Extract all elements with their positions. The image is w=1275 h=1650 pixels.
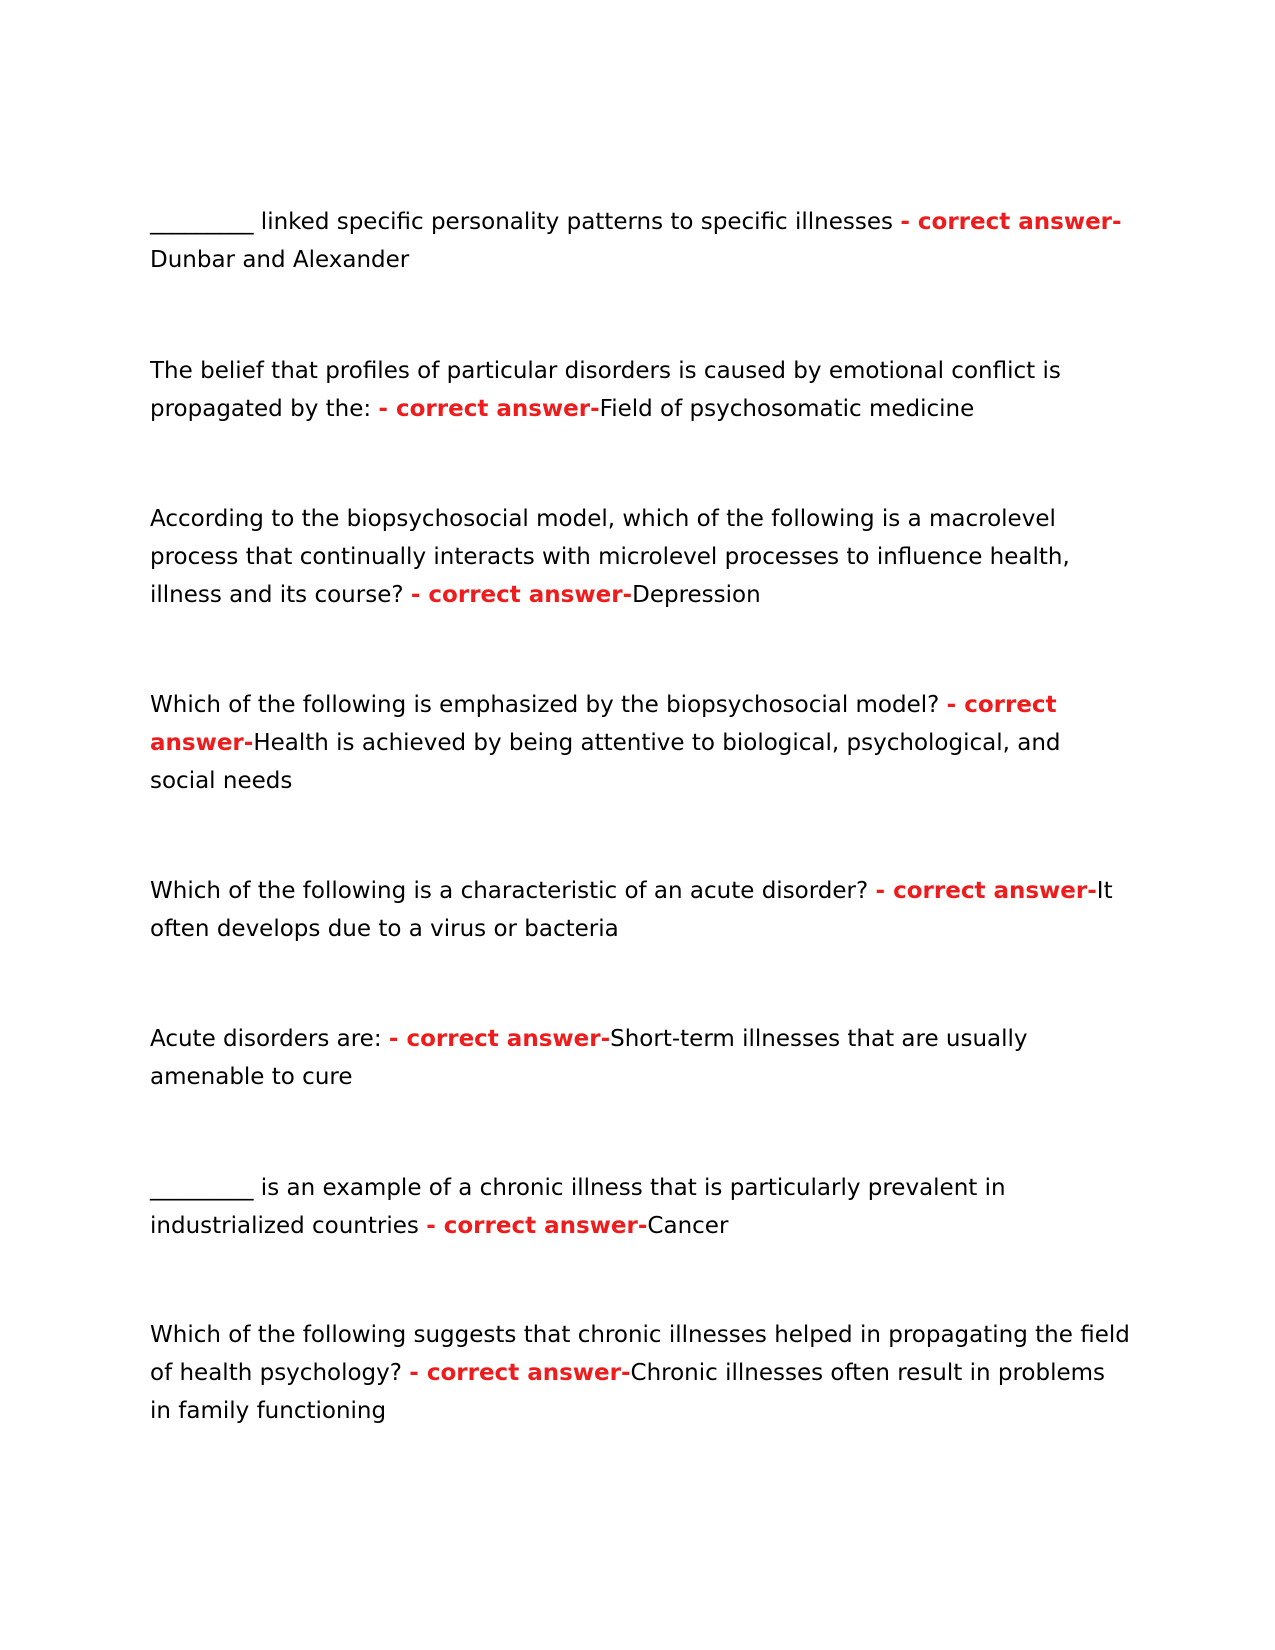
qa-item — [150, 1316, 1130, 1430]
qa-item — [150, 500, 1130, 614]
question-text: _________ is an example of a chronic illness that is particularly prevalent in industrialized countries — [150, 1175, 1006, 1239]
answer-text: Cancer — [647, 1213, 729, 1239]
answer-text: Dunbar and Alexander — [150, 247, 410, 273]
answer-text: Health is achieved by being attentive to biological, psychological, and social needs — [150, 730, 1061, 794]
question-text: Which of the following is a characteristic of an acute disorder? — [150, 878, 876, 904]
answer-text: Depression — [632, 582, 761, 608]
correct-answer-marker: - correct answer- — [388, 1026, 611, 1052]
correct-answer-marker: - correct answer- — [426, 1213, 648, 1239]
correct-answer-marker: - correct answer- — [900, 209, 1122, 235]
correct-answer-marker: - correct answer- — [378, 396, 600, 422]
correct-answer-marker: - correct answer- — [409, 1360, 631, 1386]
answer-text: Short-term illnesses that are usually amenable to cure — [150, 1026, 1028, 1090]
correct-answer-marker: - correct answer- — [410, 582, 633, 608]
question-text: Which of the following is emphasized by the biopsychosocial model? — [150, 692, 947, 718]
qa-item — [150, 872, 1130, 948]
question-text: The belief that profiles of particular disorders is caused by emotional conflict is propagated by the: — [150, 358, 1061, 422]
correct-answer-marker: - correct answer- — [875, 878, 1097, 904]
answer-text: It often develops due to a virus or bacteria — [150, 878, 1113, 942]
qa-item — [150, 686, 1130, 800]
answer-text: Field of psychosomatic medicine — [599, 396, 975, 422]
question-text: Which of the following suggests that chronic illnesses helped in propagating the field of health psychology? — [150, 1322, 1130, 1386]
question-text: According to the biopsychosocial model, which of the following is a macrolevel process that continually interacts with microlevel processes to influence health, illness and its course? — [150, 506, 1070, 608]
qa-item — [150, 1169, 1130, 1245]
question-text: _________ linked specific personality patterns to specific illnesses — [150, 209, 901, 235]
qa-item — [150, 352, 1130, 428]
question-text: Acute disorders are: — [150, 1026, 389, 1052]
qa-item — [150, 203, 1130, 279]
answer-text: Chronic illnesses often result in problems in family functioning — [150, 1360, 1106, 1424]
correct-answer-marker: - correct answer- — [150, 692, 1057, 756]
qa-item — [150, 1020, 1130, 1096]
